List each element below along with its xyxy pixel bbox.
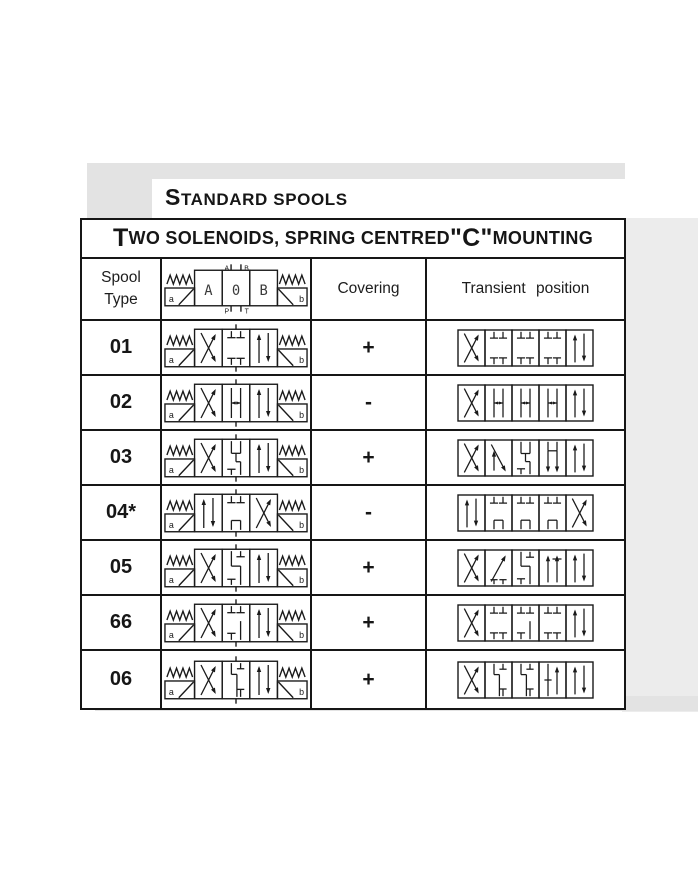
spool-symbol [162,324,310,372]
position-glyph-crossed [256,498,271,528]
solenoid-b-label: b [299,519,305,530]
covering-value: + [362,335,375,359]
spool-type-value: 66 [109,611,133,633]
position-glyph-closed_66 [516,606,533,638]
covering-value: + [362,610,375,634]
page-gray-band-left [87,163,152,218]
spring-icon [167,501,193,510]
spring-icon [167,556,193,565]
spool-symbol [162,656,310,704]
transient-header-label: Transient position [461,280,590,297]
position-glyph-s_center [231,663,244,697]
position-box [222,604,250,641]
transient-symbol [451,436,601,480]
spool-symbol-cell [162,321,312,374]
spool-symbol-cell [162,376,312,429]
position-box [250,439,278,476]
position-glyph-closed [543,331,560,363]
position-glyph-crossed [572,498,586,527]
covering-value: + [362,555,375,579]
position-box [222,661,250,698]
spring-icon [279,501,305,510]
position-glyph-parallel [257,333,271,363]
spool-type-value: 02 [109,391,133,413]
spool-symbol [162,489,310,537]
banner-lead: T [112,224,129,252]
spool-symbol-cell [162,486,312,539]
port-p-label: P [224,308,230,316]
spool-row-06 [82,651,624,708]
position-glyph-parallel [257,665,271,695]
position-glyph-pt_bridge [227,496,244,530]
transient-cell [427,376,624,429]
covering-value: + [362,667,375,691]
page-gray-band-top [87,163,625,179]
transient-cell [427,321,624,374]
position-box [222,329,250,366]
spring-icon [167,446,193,455]
position-glyph-closed [489,331,506,363]
position-glyph-closed [543,606,560,638]
spring-icon [279,611,305,620]
spool-header-line1: Spool [101,269,141,286]
position-glyph-crossed [464,553,478,582]
position-glyph-parallel [572,333,585,362]
transient-symbol [451,658,601,702]
position-glyph-closed [227,331,244,365]
position-glyph-parallel [257,608,271,638]
position-glyph-parallel [572,553,585,582]
transient-cell [427,541,624,594]
transient-symbol [451,381,601,425]
covering-cell [312,431,427,484]
position-glyph-h_t [544,663,559,695]
solenoid-a-label: a [168,519,174,530]
spool-row-05 [82,541,624,596]
spring-icon [167,336,193,345]
position-glyph-closed [516,331,533,363]
position-box [250,384,278,421]
solenoid-a-label: a [168,354,174,365]
spring-icon [279,668,305,677]
position-glyph-crossed [201,665,216,695]
spool-type-value: 03 [109,446,133,468]
spring-icon [167,275,193,284]
transient-position-box [539,440,566,476]
valve-ports-diagram [162,262,310,316]
column-header-transient [427,259,624,319]
position-glyph-a_to_t [516,551,533,583]
transient-position-box [512,495,539,531]
solenoid-a-label: a [168,574,174,585]
covering-cell [312,321,427,374]
position-glyph-parallel [202,498,216,528]
covering-value: + [362,445,375,469]
transient-position-box [566,605,593,641]
transient-position-box [512,662,539,698]
position-glyph-s_center [521,663,534,695]
position-glyph-parallel [572,608,585,637]
transient-position-box [539,550,566,586]
spool-symbol [162,434,310,482]
spool-symbol-cell [162,651,312,708]
position-glyph-closed [489,606,506,638]
position-glyph-diag_up [490,555,506,584]
position-glyph-crossed [201,608,216,638]
covering-cell [312,376,427,429]
transient-position-box [539,495,566,531]
position-glyph-parallel [572,388,585,417]
transient-position-box [539,605,566,641]
position-glyph-parallel [257,443,271,473]
position-glyph-s_center [494,663,507,695]
position-glyph-a_to_t [227,551,244,585]
spool-symbol-cell [162,431,312,484]
position-box [195,494,223,531]
position-box-label: A [204,282,213,299]
solenoid-b-label: b [299,629,305,640]
transient-position-box [566,440,593,476]
banner-tail: MOUNTING [492,228,594,248]
port-b-label: B [244,265,249,273]
position-glyph-ab_to_t [516,441,529,473]
position-box [250,549,278,586]
table-body [82,321,624,708]
position-glyph-pt_bridge [516,496,533,528]
spool-type-value: 04* [105,501,137,523]
transient-position-box [458,495,485,531]
spool-type-value: 05 [109,556,133,578]
column-header-spool-type [82,259,162,319]
position-glyph-diag_down [491,444,505,471]
position-glyph-parallel [257,553,271,583]
transient-position-box [566,550,593,586]
solenoid-b-label: b [299,293,305,304]
transient-cell [427,596,624,649]
position-box-label: B [259,282,268,299]
transient-position-box [566,330,593,366]
spring-icon [279,556,305,565]
spool-type-cell [82,651,162,708]
covering-cell [312,651,427,708]
column-header-covering [312,259,427,319]
position-glyph-pt_bridge [543,496,560,528]
covering-cell [312,486,427,539]
solenoid-a-label: a [168,464,174,475]
spool-type-cell [82,321,162,374]
transient-position-box [539,662,566,698]
spool-symbol-cell [162,541,312,594]
position-glyph-crossed [201,443,216,473]
page-title [165,184,348,211]
transient-position-box [566,385,593,421]
spool-type-cell [82,486,162,539]
covering-cell [312,596,427,649]
spring-icon [279,336,305,345]
position-glyph-ab_to_t [227,441,240,475]
solenoid-b-label: b [299,686,305,697]
position-glyph-h_open [494,388,503,417]
position-glyph-h_open [548,388,557,417]
position-glyph-h_open [231,388,240,418]
spring-icon [167,668,193,677]
solenoid-b-label: b [299,354,305,365]
transient-position-box [512,330,539,366]
spool-type-cell [82,376,162,429]
covering-value: - [365,390,372,414]
position-box [250,661,278,698]
transient-symbol [451,491,601,535]
spool-type-value: 06 [109,668,133,690]
solenoid-a-label: a [168,686,174,697]
page-title-lead: S [165,184,181,210]
position-glyph-crossed [201,553,216,583]
banner-mid: WO SOLENOIDS, SPRING CENTRED [128,228,450,248]
spool-symbol [162,544,310,592]
spool-type-cell [82,596,162,649]
spring-icon [279,391,305,400]
transient-cell [427,486,624,539]
spool-symbol [162,379,310,427]
spring-icon [167,611,193,620]
position-glyph-crossed [464,333,478,362]
page-title-rest: TANDARD SPOOLS [180,190,348,209]
spool-symbol-cell [162,596,312,649]
solenoid-a-label: a [168,293,174,304]
transient-symbol [451,326,601,370]
transient-position-box [539,330,566,366]
transient-position-box [485,330,512,366]
spool-type-cell [82,541,162,594]
position-glyph-h_open [521,388,530,417]
position-glyph-crossed [464,665,478,694]
transient-cell [427,651,624,708]
position-glyph-crossed [464,388,478,417]
position-glyph-parallel [257,388,271,418]
position-box [250,329,278,366]
spool-type-cell [82,431,162,484]
transient-position-box [512,550,539,586]
position-glyph-closed_66 [227,606,244,640]
spool-symbol [162,599,310,647]
spool-row-03 [82,431,624,486]
spool-row-02 [82,376,624,431]
position-glyph-crossed [201,333,216,363]
transient-position-box [566,662,593,698]
spring-icon [279,275,305,284]
table-banner [82,220,624,259]
spring-icon [167,391,193,400]
position-glyph-parallel [572,665,585,694]
position-glyph-crossed [464,608,478,637]
position-box [222,494,250,531]
solenoid-b-label: b [299,409,305,420]
banner-c: "C" [449,224,493,252]
position-glyph-crossed [201,388,216,418]
spring-icon [279,446,305,455]
solenoid-b-label: b [299,464,305,475]
position-glyph-pt_bridge [489,496,506,528]
spool-row-04 [82,486,624,541]
transient-position-box [485,662,512,698]
page-gray-band-right [622,218,698,712]
spool-type-value: 01 [109,336,133,358]
solenoid-a-label: a [168,629,174,640]
position-glyph-crossed [464,443,478,472]
position-box [222,549,250,586]
transient-cell [427,431,624,484]
column-header-row [82,259,624,321]
covering-cell [312,541,427,594]
position-glyph-parallel [464,498,477,527]
transient-position-box [512,605,539,641]
spool-header-line2: Type [104,291,138,308]
position-glyph-bridge_down [545,441,558,472]
position-box-label: 0 [231,282,241,299]
standard-spools-table [80,218,626,710]
spool-row-66 [82,596,624,651]
column-header-symbol [162,259,312,319]
transient-symbol [451,601,601,645]
port-t-label: T [244,308,249,316]
transient-position-box [485,605,512,641]
covering-header-label: Covering [337,280,400,297]
solenoid-b-label: b [299,574,305,585]
position-box [250,604,278,641]
covering-value: - [365,500,372,524]
position-glyph-double_up [545,555,561,582]
port-a-label: A [224,265,230,273]
spool-row-01 [82,321,624,376]
transient-position-box [485,495,512,531]
position-glyph-parallel [572,443,585,472]
transient-symbol [451,546,601,590]
solenoid-a-label: a [168,409,174,420]
